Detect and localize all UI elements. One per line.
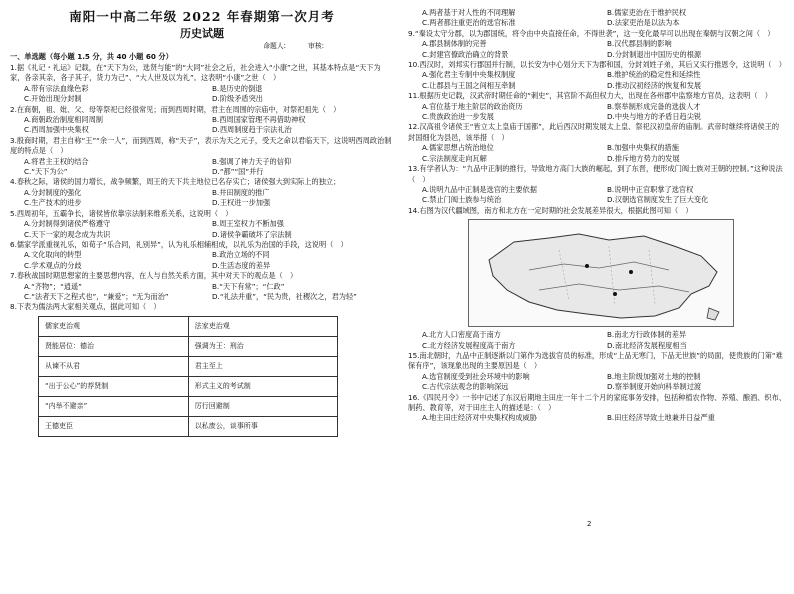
option-b: B.“天下有常”；“仁政” [212,281,285,291]
table-cell: 君主至上 [188,356,337,376]
reviewer-label: 审核: [308,42,324,50]
option-c: C.让郡县与王国之间相互牵制 [422,80,516,90]
option-b: B.南北方行政体制的差异 [607,330,687,340]
question-q14 [408,206,786,351]
option-d: D.汉朝选官制度发生了巨大变化 [607,195,709,205]
question-stem: 15.南北朝时，九品中正制逐渐以门第作为选拔官员的标准，形成“上品无寒门，下品无世族”的局面，使贵族的门第“难保有序”，该现象出现的主要原因是（ ） [408,350,783,371]
question-q15 [408,351,786,393]
table-row [39,396,338,416]
question-stem: 7.春秋战国时期思想家的主要思想内容，在人与自然关系方面，其中对天下的观点是（ ） [10,271,298,281]
option-c: C.西周加强中央集权 [24,125,89,135]
question-stem: 12.汉高祖令诸侯王“皆立太上皇庙于国都”，此后西汉时期发展太上皇、祭祀汉初皇帝的庙制。武帝时继续将诸侯王的封国细化为县邑，该举措（ ） [408,122,780,142]
table-cell: 王德吏臣 [39,416,189,436]
option-d: D.中央与地方的矛盾日趋尖锐 [607,112,702,122]
question-q6 [10,240,394,271]
author-line [10,41,394,51]
option-b: B.加强中央集权的措施 [607,143,679,153]
q8-options [408,8,786,29]
question-q9 [408,29,786,60]
table-cell: 厉行回避制 [188,396,337,416]
table-row [39,356,338,376]
option-a: A.两者基于对人性的不同理解 [422,8,516,17]
option-a: A.官位基于地主阶层的政治资历 [422,101,523,111]
table-cell: “出于公心”的荐贤制 [39,376,189,396]
option-c: C.北方经济发展程度高于南方 [422,340,516,350]
table-row [39,316,338,336]
option-a: A.分封制得到诸侯严格遵守 [24,219,111,229]
option-c: C.生产技术的进步 [24,198,82,208]
option-a: A.“齐物”；“逍遥” [24,281,82,291]
table-cell: 从谏不从君 [39,356,189,376]
table-row [39,416,338,436]
option-b: B.地主阶级加强对土地的控制 [607,371,701,381]
option-b: B.西周国家管理不再借助神权 [212,115,306,125]
map-graphic [469,220,733,326]
question-stem: 5.西周初年，五霸争长，诸侯皆依靠宗法制来维系关系，这说明（ ） [10,208,233,218]
option-d: D.推动汉初经济的恢复和发展 [607,80,702,90]
author-label: 命题人: [263,42,286,50]
question-q10 [408,60,786,91]
question-q5 [10,209,394,240]
island-outline [707,308,719,320]
section-heading: 一、单选题（每小题 1.5 分，共 40 小题 60 分） [10,52,173,61]
question-q3 [10,136,394,178]
question-q8 [10,302,394,436]
han-dynasty-map [468,219,734,327]
question-stem: 11.根据历史记载，汉武帝时期任命的“刺史”，其官阶不高但权力大，出现在各州郡中监察地方官员，这表明（ ） [408,91,772,101]
question-stem: 16.《四民月令》一书中记述了东汉后期地主田庄一年十二个月的家庭事务安排，包括种植农作物、养殖、酿酒、织布、制药、教育等，对于田庄主人的描述是：（ ） [408,392,786,412]
question-q4 [10,177,394,208]
question-q12 [408,122,786,164]
question-stem: 3.殷商时期，君主自称“王”“余一人”，而到西周，称“天子”，表示为天之元子，受天之命以君临天下，这说明西周政治制度的特点是（ ） [10,135,392,156]
question-stem: 6.儒家学派重视礼乐，如荀子“乐合同，礼别异”，认为礼乐相辅相成，以礼乐为治国的手段，这说明（ ） [10,239,348,249]
option-d: D.王权进一步加强 [212,198,271,208]
option-b: B.说明中正官职掌了选官权 [607,184,694,194]
question-stem: 13.有学者认为：“九品中正制的推行，导致地方高门大族的崛起，到了东晋，便形成门阀士族对王朝的控制。”这种说法（ ） [408,164,783,184]
table-cell: 儒家吏治观 [39,316,189,336]
city-dot [613,292,617,296]
option-a: A.北方人口密度高于南方 [422,330,501,340]
option-c: C.“法者天下之程式也”，“兼爱”；“无为而治” [24,291,169,301]
option-c: C.天下一家的观念成为共识 [24,229,111,239]
option-a: A.地主田庄经济对中央集权构成威胁 [422,413,537,423]
question-q2 [10,105,394,136]
option-b: B.儒家吏治在于维护民权 [607,8,687,17]
exam-subtitle: 历史试题 [180,27,224,40]
exam-title: 南阳一中高二年级 2022 年春期第一次月考 [69,9,335,24]
question-stem: 2.在商朝，祖、妣、父、母等祭祀已经很常见；而到西周时期，君主在周围的宗庙中，对祭祀祖先（ ） [10,104,341,114]
option-d: D.诸侯争霸破坏了宗法制 [212,229,292,239]
option-a: A.说明九品中正制是选官的主要依据 [422,184,537,194]
option-b: B.周王室权力不断加强 [212,219,284,229]
option-c: C.学术观点的分歧 [24,260,82,270]
question-q16 [408,393,786,424]
option-d: D.“礼法并重”，“民为贵，社稷次之，君为轻” [212,291,357,301]
option-d: D.排斥地方势力的发展 [607,153,680,163]
option-a: A.强化君主专制中央集权制度 [422,70,516,80]
question-stem: 14.右图为汉代疆域图，南方和北方在一定时期的社会发展差异很大，根据此图可知（ ） [408,205,693,215]
city-dot [585,264,589,268]
table-cell: “内举不避亲” [39,396,189,416]
option-c: C.开始出现分封制 [24,94,82,104]
option-c: C.宗法制度走向瓦解 [422,153,487,163]
option-b: B.汉代郡县制的影响 [607,39,672,49]
option-a: A.选官制度受到社会环境中的影响 [422,371,530,381]
option-c: C.禁止门阀士族参与统治 [422,195,502,205]
option-d: D.西周制度趋于宗法礼治 [212,125,292,135]
option-b: B.是历史的倒退 [212,83,263,93]
option-d: D.法家吏治是以法为本 [607,18,680,28]
option-b: B.田庄经济导致土地兼并日益严重 [607,413,715,423]
question-stem: 8.下表为儒法两大家相关观点，据此可知（ ） [10,302,161,312]
city-dot [629,270,633,274]
option-b: B.政治立场的不同 [212,250,270,260]
question-q11 [408,91,786,122]
option-d: D.察举制度开始向科举制过渡 [607,382,702,392]
option-a: A.将君主王权的结合 [24,156,89,166]
option-c: C.贵族政治进一步发展 [422,112,494,122]
option-d: D.“都”“国”并行 [212,167,264,177]
option-a: A.郡县制体制的完善 [422,39,487,49]
option-b: B.维护统治的稳定性和延续性 [607,70,701,80]
option-a: A.带有宗法血缘色彩 [24,83,89,93]
option-d: D.分封制退出中国历史的根源 [607,49,702,59]
option-d: D.生活态度的差异 [212,260,271,270]
option-d: D.南北经济发展程度相当 [607,340,687,350]
option-b: B.察举制形成完备的选拔人才 [607,101,701,111]
left-column [10,8,394,437]
territory-outline [489,234,717,318]
option-b: B.井田制度的推广 [212,187,270,197]
page-number: 2 [587,520,592,528]
question-stem: 4.春秋之际，诸侯的国力增长，战争频繁，周王的天下共主地位已名存实亡；诸侯强大到实际上的独立； [10,177,341,187]
option-c: C.两者都注重吏治的选官标准 [422,18,516,28]
option-a: A.文化取向的转型 [24,250,82,260]
option-d: D.阶级矛盾突出 [212,94,263,104]
question-stem: 10.西汉时，刘邦实行郡国并行制，以长安为中心划分天下为郡和国，分封刘姓子弟，其后又实行推恩令，这说明（ ） [408,60,786,70]
table-cell: 法家吏治观 [188,316,337,336]
question-q13 [408,164,786,206]
table-cell: 以私废公，谈事所事 [188,416,337,436]
question-stem: 1.据《礼记・礼运》记载，在“天下为公，选贤与能”的“大同”社会之后，社会进入“小康”之世，其基本特点是“天下为家，各亲其亲，各子其子，货力为己”、“大人世及以为礼”。这表明“小康”之世（ ） [10,63,381,83]
question-q7 [10,271,394,302]
question-stem: 9.“秦设太守分郡，以为郡国统，将令由中央直接任命，不得世袭”，这一变化最早可以出现在秦朝与汉朝之间（ ） [408,28,775,38]
option-c: C.“天下为公” [24,167,68,177]
table-row [39,376,338,396]
table-cell: 贤能居位：德治 [39,336,189,356]
option-c: C.古代宗法观念的影响深远 [422,382,509,392]
table-row [39,336,338,356]
right-column [408,8,786,424]
table-cell: 形式主义的考试制 [188,376,337,396]
comparison-table [38,316,338,437]
option-a: A.商朝政治制度相同周制 [24,115,103,125]
option-a: A.分封制度的强化 [24,187,82,197]
question-q1 [10,63,394,105]
option-b: B.强调了神力天子的信仰 [212,156,292,166]
option-a: A.儒家思想占统治地位 [422,143,494,153]
table-cell: 强调为王：刑治 [188,336,337,356]
option-c: C.封建官僚政治确立的背景 [422,49,509,59]
